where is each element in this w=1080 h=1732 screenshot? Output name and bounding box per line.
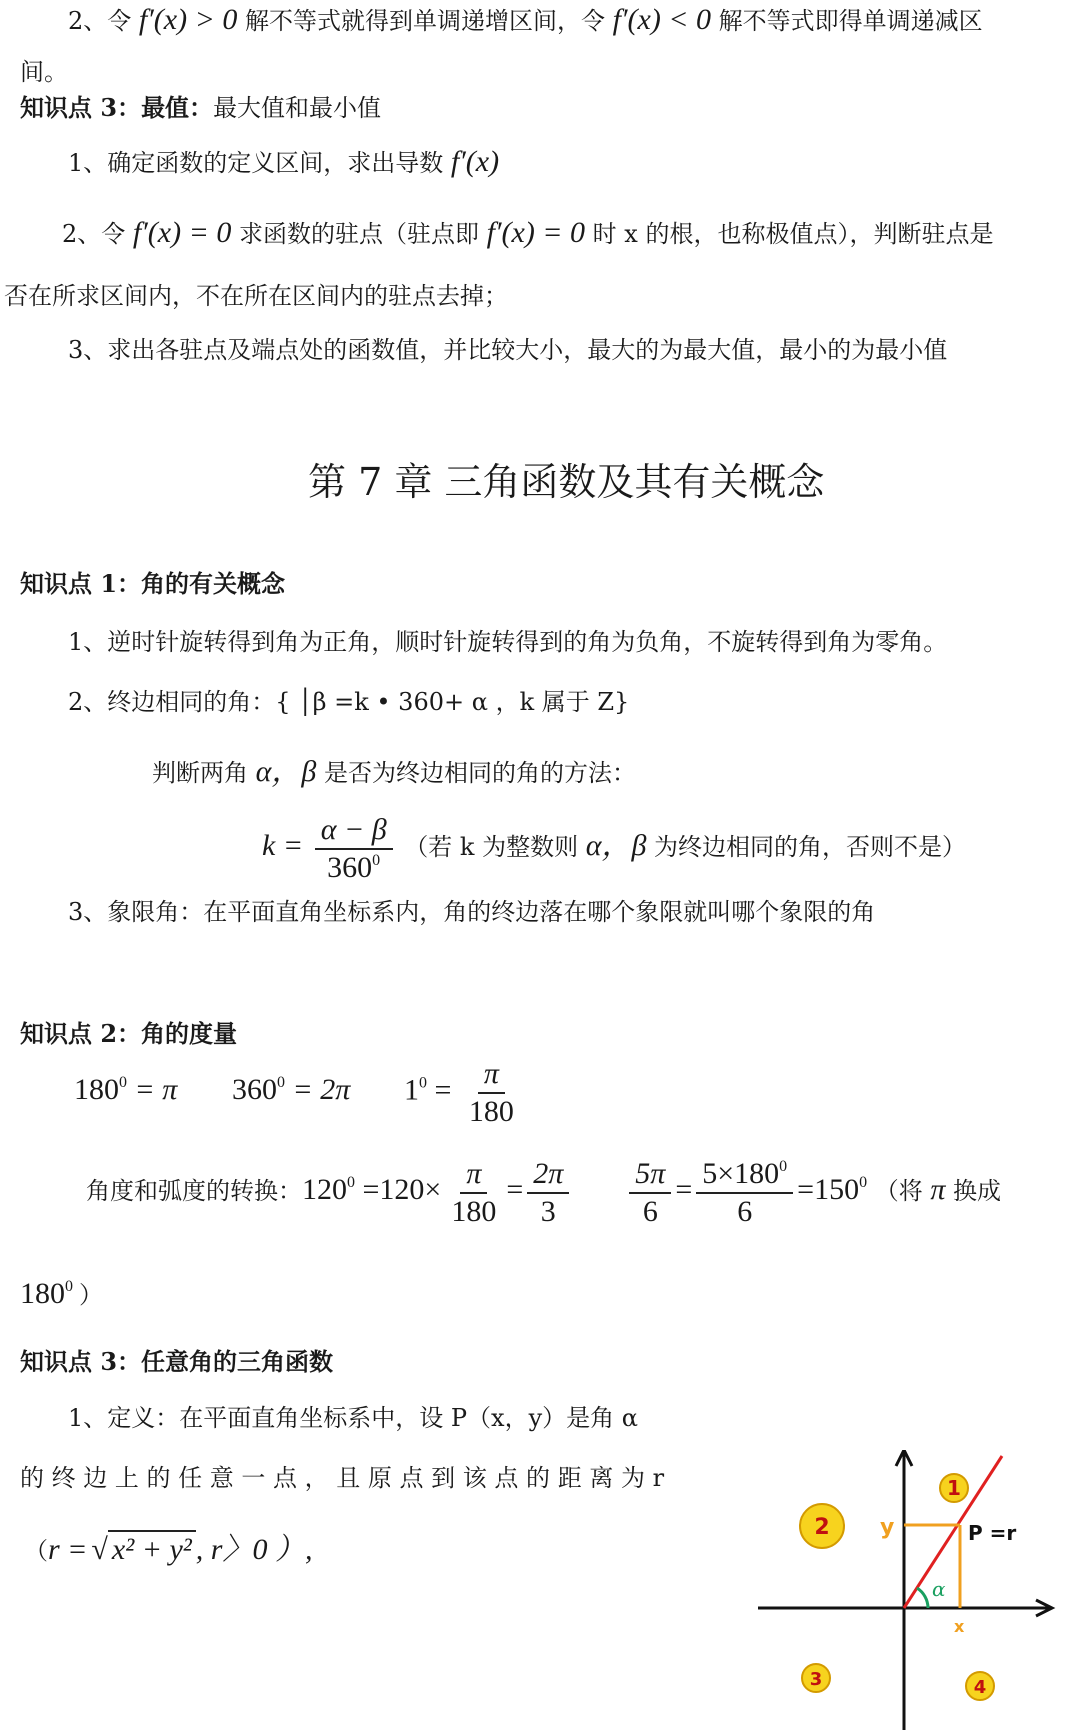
deg-360-eq-2pi: $360^0 = 2\pi$ (232, 1073, 351, 1106)
conversion-line: 角度和弧度的转换：$120^0 =120\times$ $\frac{\pi}{180}$ = $\frac{2\pi}{3}$ $\frac{5\pi}{6}$ = $\frac{5\times 180^0}{6}$ $=150^0$ （将 π 换成 (86, 1157, 1002, 1228)
svg-text:2: 2 (814, 1515, 830, 1540)
derivative-gt-zero: f′(x) > 0 (138, 3, 238, 36)
ch7-kp3-def-2: 的 终 边 上 的 任 意 一 点 ， 且 原 点 到 该 点 的 距 离 为 r (20, 1464, 665, 1492)
kp3-step-1: 1、确定函数的定义区间，求出导数 f′(x) (68, 145, 500, 178)
quadrant-4-badge (966, 1672, 994, 1700)
svg-text:1: 1 (947, 1476, 961, 1500)
quadrant-3-badge (802, 1664, 830, 1692)
deg-1-eq-pi-over-180: $1^0$ = $\frac{\pi}{180}$ (404, 1057, 514, 1128)
deg-180-eq-pi: $180^0 = \pi$ (74, 1073, 178, 1106)
ch7-kp1-item-2: 2、终边相同的角：{ │β =k • 360+ α ，k 属于 Z} (68, 688, 630, 716)
monotonic-line-1: 2、令 f′(x) > 0 解不等式就得到单调递增区间，令 f′(x) < 0 解不等式即得单调递减区 (68, 3, 983, 36)
trig-definition-diagram (758, 1450, 1068, 1732)
ch7-kp3-def-3: （r = √ x² + y² , r〉0 ）, (24, 1530, 312, 1568)
k-fraction: $\frac{\alpha - \beta}{360^0}$ (315, 814, 393, 883)
quadrant-2-badge (800, 1504, 844, 1548)
svg-text:4: 4 (973, 1677, 987, 1698)
alpha-label: α (932, 1577, 946, 1601)
ch7-kp1-judge: 判断两角 α，β 是否为终边相同的角的方法： (152, 755, 636, 788)
ch7-kp2-heading: 知识点 2：角的度量 (20, 1019, 238, 1048)
p-label: P =r (968, 1521, 1017, 1545)
ch7-kp1-item-1: 1、逆时针旋转得到角为正角，顺时针旋转得到的角为负角，不旋转得到角为零角。 (68, 628, 948, 656)
x-label: x (954, 1617, 965, 1636)
derivative-lt-zero: f′(x) < 0 (612, 3, 712, 36)
conversion-tail: $180^0$ ） (20, 1277, 103, 1310)
svg-text:3: 3 (809, 1669, 823, 1690)
ch7-kp3-heading: 知识点 3：任意角的三角函数 (20, 1347, 334, 1376)
ch7-kp1-item-3: 3、象限角：在平面直角坐标系内，角的终边落在哪个象限就叫哪个象限的角 (68, 898, 876, 926)
quadrant-1-badge (940, 1474, 968, 1502)
y-label: y (880, 1515, 895, 1540)
chapter-title: 第 7 章 三角函数及其有关概念 (308, 460, 825, 504)
kp3-step-2: 2、令 f′(x) = 0 求函数的驻点（驻点即 f′(x) = 0 时 x 的根，也称极值点），判断驻点是 (62, 216, 994, 249)
kp3-heading: 知识点 3：最值：最大值和最小值 (20, 93, 382, 122)
kp3-step-2-cont: 否在所求区间内，不在所在区间内的驻点去掉； (4, 282, 508, 310)
ch7-kp3-def-1: 1、定义：在平面直角坐标系中，设 P（x，y）是角 α (68, 1404, 638, 1432)
ch7-kp1-heading: 知识点 1：角的有关概念 (20, 569, 286, 598)
monotonic-line-2: 间。 (20, 58, 68, 86)
ch7-kp1-formula: k = $\frac{\alpha - \beta}{360^0}$ （若 k 为整数则 α，β 为终边相同的角，否则不是） (262, 813, 967, 884)
kp3-step-3: 3、求出各驻点及端点处的函数值，并比较大小，最大的为最大值，最小的为最小值 (68, 336, 948, 364)
angle-arc (917, 1588, 928, 1608)
